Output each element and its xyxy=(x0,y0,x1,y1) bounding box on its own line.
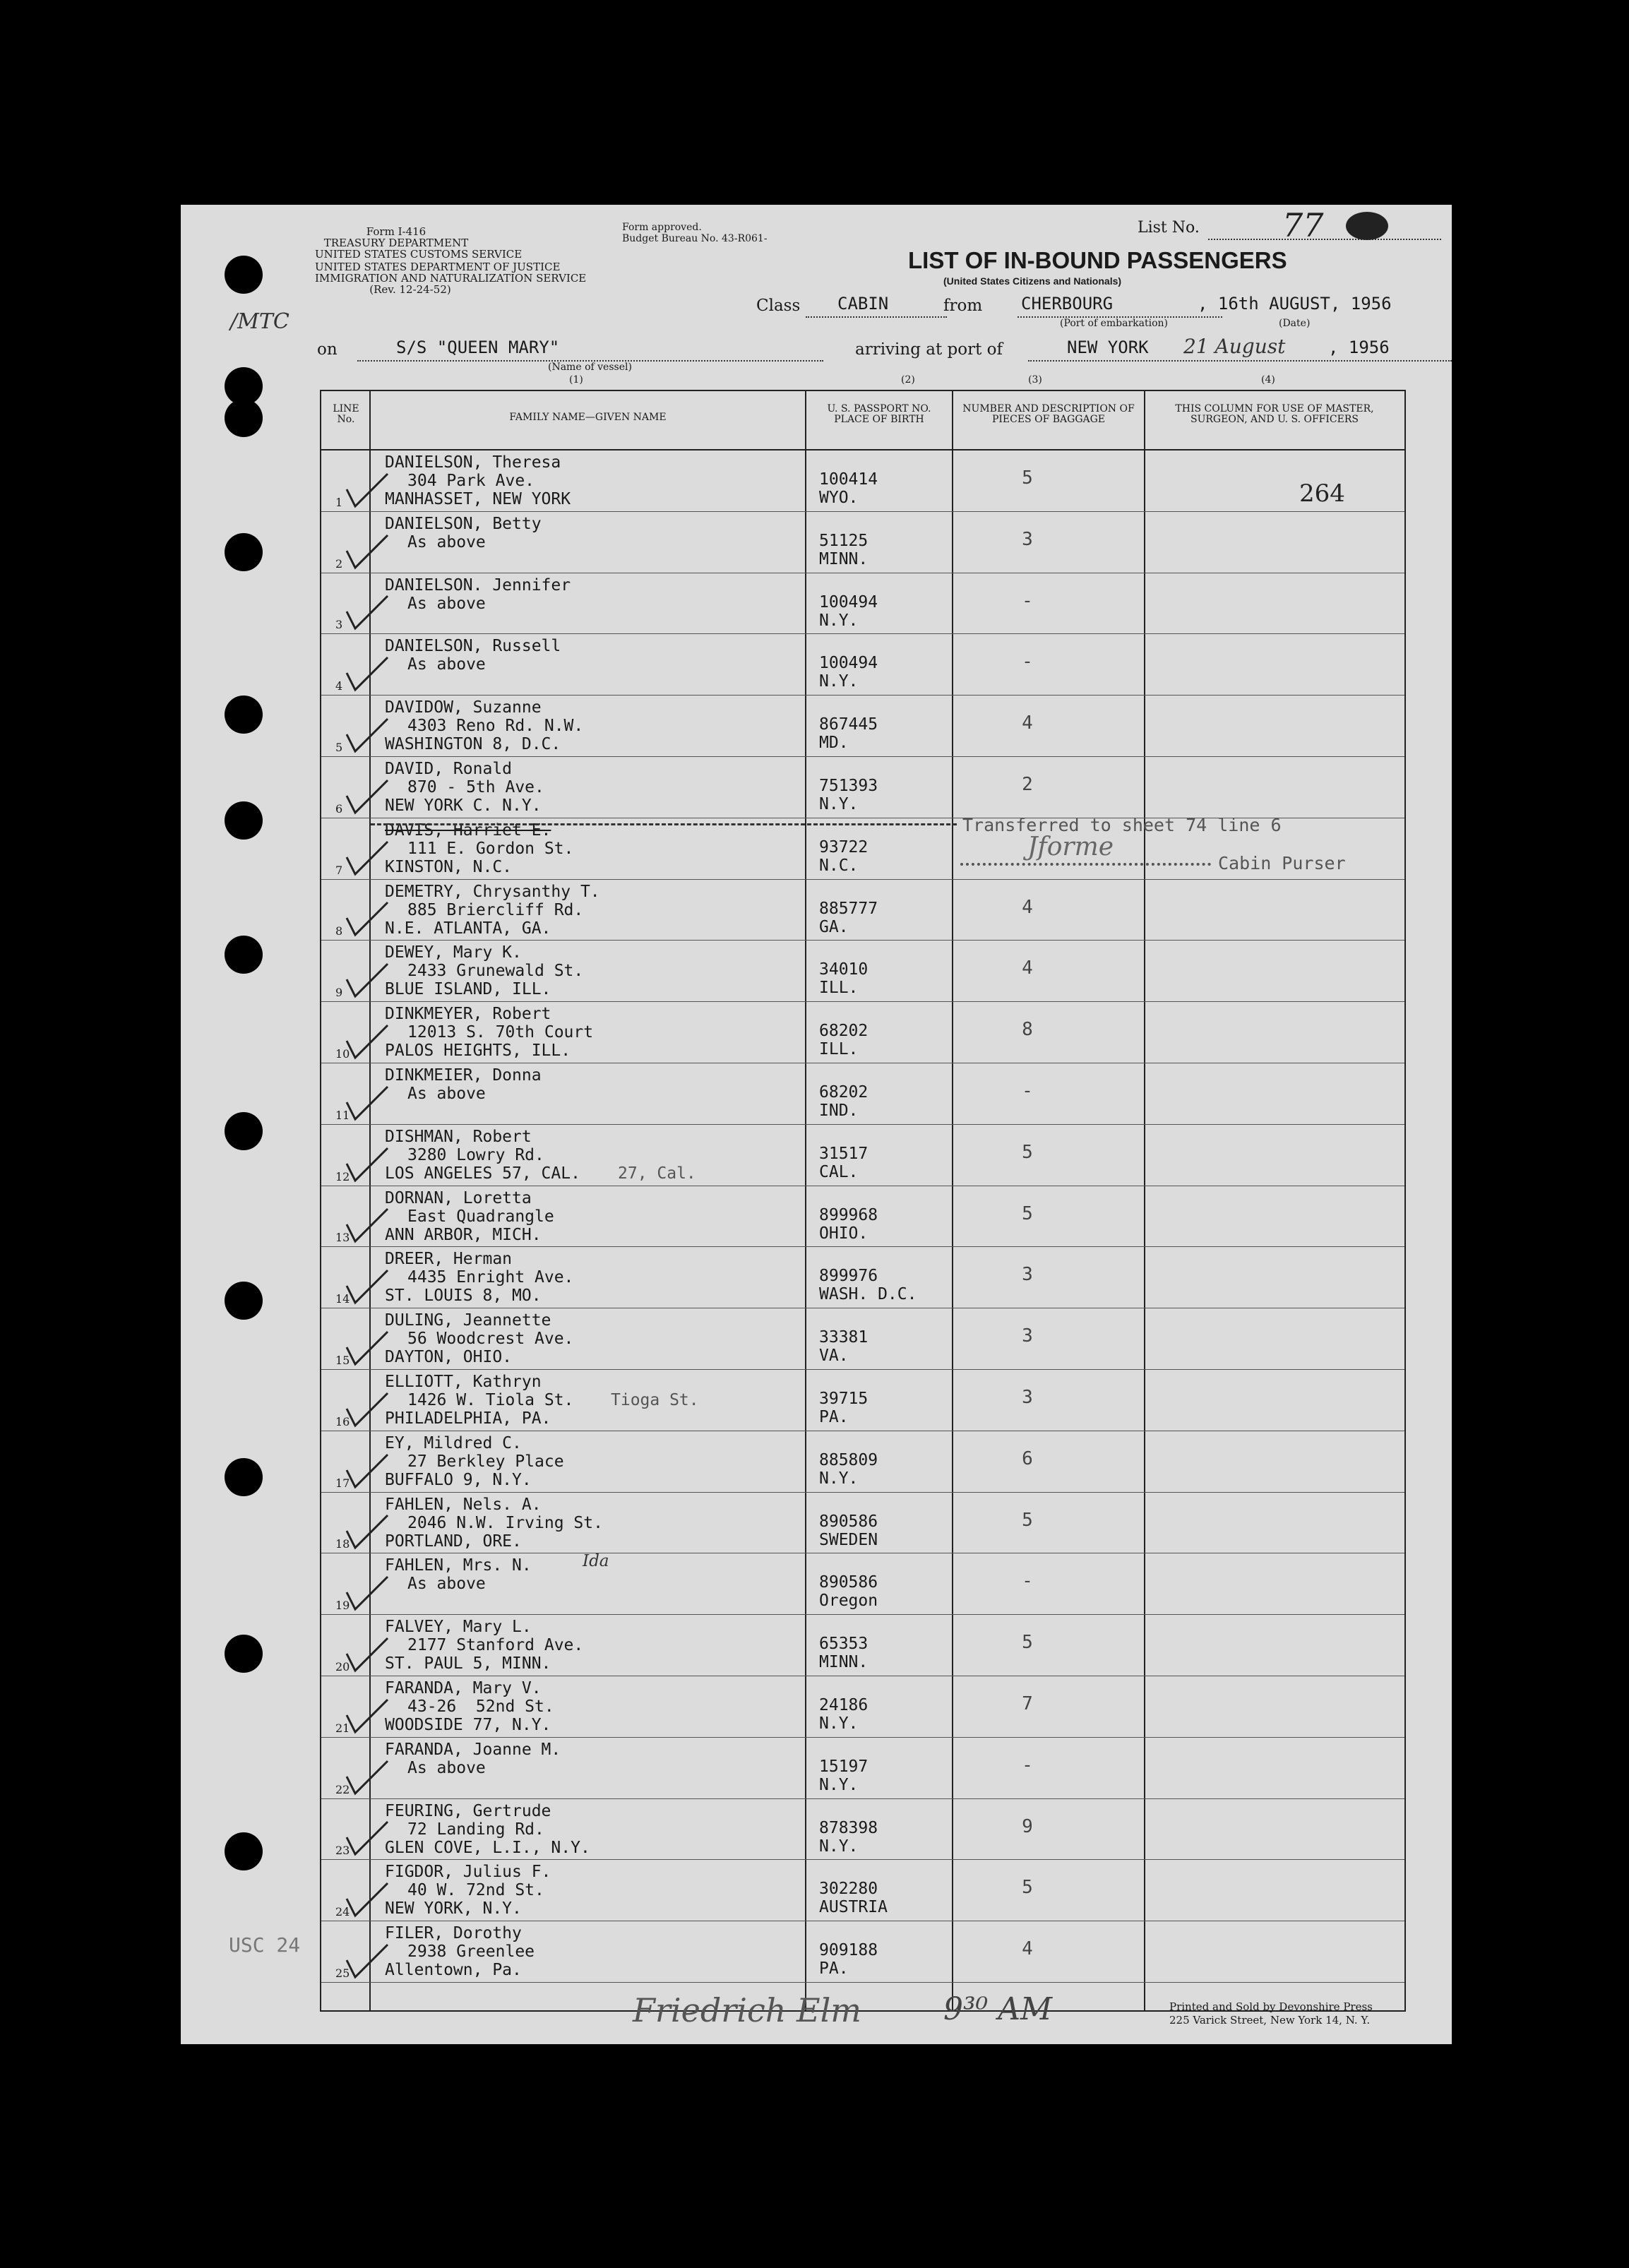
line-number: 18 xyxy=(335,1537,350,1551)
table-row xyxy=(321,1799,1404,1861)
baggage-pieces: 3 xyxy=(1022,1325,1033,1347)
baggage-pieces: 5 xyxy=(1022,467,1033,489)
name-correction: Ida xyxy=(583,1552,609,1571)
place-of-birth: SWEDEN xyxy=(819,1530,878,1549)
baggage-pieces: - xyxy=(1022,651,1033,673)
punch-hole xyxy=(225,696,263,734)
table-row xyxy=(321,696,1404,757)
col2-number: (2) xyxy=(901,374,915,386)
line-number: 19 xyxy=(335,1599,350,1613)
passenger-name: DISHMAN, Robert xyxy=(385,1127,532,1146)
col4-number: (4) xyxy=(1261,374,1275,386)
purser-signature: Jforme xyxy=(1027,832,1114,861)
line-number: 25 xyxy=(335,1966,350,1980)
col-header-officers: THIS COLUMN FOR USE OF MASTER, SURGEON, AND U. S. OFFICERS xyxy=(1175,403,1374,425)
arrival-year: , 1956 xyxy=(1328,338,1390,357)
place-of-birth: N.Y. xyxy=(819,795,859,813)
baggage-pieces: 5 xyxy=(1022,1632,1033,1654)
table-row xyxy=(321,1186,1404,1248)
punch-hole xyxy=(225,1282,263,1320)
passenger-name: FILER, Dorothy xyxy=(385,1924,522,1943)
passenger-name: DAVIS, Harriet E. xyxy=(385,820,551,840)
vessel-value: S/S "QUEEN MARY" xyxy=(396,338,560,357)
place-of-birth: PA. xyxy=(819,1959,849,1978)
col-header-line-no: LINE No. xyxy=(333,403,359,425)
passport-number: 751393 xyxy=(819,777,878,795)
address-line-2: BLUE ISLAND, ILL. xyxy=(385,980,551,999)
place-of-birth: N.C. xyxy=(819,856,859,875)
address-line-2: MANHASSET, NEW YORK xyxy=(385,490,571,508)
address-line-2: PORTLAND, ORE. xyxy=(385,1532,522,1551)
passenger-name: EY, Mildred C. xyxy=(385,1433,522,1452)
table-row xyxy=(321,1860,1404,1921)
col-header-name: FAMILY NAME—GIVEN NAME xyxy=(509,412,667,423)
from-label: from xyxy=(943,297,983,315)
address-line-1: 40 W. 72nd St. xyxy=(407,1881,544,1900)
table-row xyxy=(321,1431,1404,1493)
baggage-pieces: 4 xyxy=(1022,712,1033,734)
class-value: CABIN xyxy=(837,294,889,314)
address-line-1: 43-26 52nd St. xyxy=(407,1697,554,1716)
address-line-1: 1426 W. Tiola St. xyxy=(407,1391,574,1409)
passenger-name: FARANDA, Joanne M. xyxy=(385,1740,561,1759)
punch-hole xyxy=(225,533,263,571)
line-number: 1 xyxy=(335,495,343,509)
list-no-value: 77 xyxy=(1282,206,1324,244)
place-of-birth: ILL. xyxy=(819,979,859,998)
address-line-1: As above xyxy=(407,532,486,551)
place-of-birth: N.Y. xyxy=(819,1714,859,1733)
address-line-2: N.E. ATLANTA, GA. xyxy=(385,919,551,938)
table-row xyxy=(321,1493,1404,1554)
passport-number: 878398 xyxy=(819,1818,878,1837)
address-line-2: PALOS HEIGHTS, ILL. xyxy=(385,1042,571,1061)
address-line-1: 870 - 5th Ave. xyxy=(407,778,544,796)
place-of-birth: N.Y. xyxy=(819,1469,859,1488)
on-label: on xyxy=(317,340,338,359)
officer-note: 264 xyxy=(1299,479,1345,508)
place-of-birth: CAL. xyxy=(819,1162,859,1181)
ink-smudge xyxy=(1346,212,1388,240)
passenger-name: FAHLEN, Mrs. N. xyxy=(385,1556,532,1575)
address-line-1: As above xyxy=(407,1085,486,1103)
line-number: 16 xyxy=(335,1414,350,1428)
address-line-2: ST. PAUL 5, MINN. xyxy=(385,1654,551,1673)
place-of-birth: MINN. xyxy=(819,549,869,568)
address-line-1: 2433 Grunewald St. xyxy=(407,962,584,981)
baggage-pieces: 7 xyxy=(1022,1693,1033,1714)
line-number: 11 xyxy=(335,1108,350,1122)
place-of-birth: MINN. xyxy=(819,1653,869,1672)
punch-hole xyxy=(225,1635,263,1673)
baggage-pieces: 8 xyxy=(1022,1019,1033,1041)
baggage-pieces: 4 xyxy=(1022,1938,1033,1960)
printer-line-2: 225 Varick Street, New York 14, N. Y. xyxy=(1169,2014,1371,2027)
punch-hole xyxy=(225,936,263,974)
passenger-name: ELLIOTT, Kathryn xyxy=(385,1373,542,1391)
table-row xyxy=(321,1370,1404,1431)
place-of-birth: AUSTRIA xyxy=(819,1898,888,1917)
passenger-name: DULING, Jeannette xyxy=(385,1311,551,1330)
row-divider xyxy=(321,1982,1404,1983)
line-number: 21 xyxy=(335,1721,350,1735)
table-row xyxy=(321,1921,1404,1983)
address-line-1: 885 Briercliff Rd. xyxy=(407,900,584,919)
table-row xyxy=(321,757,1404,818)
passenger-name: FAHLEN, Nels. A. xyxy=(385,1495,542,1514)
table-row xyxy=(321,1002,1404,1063)
address-line-1: 2046 N.W. Irving St. xyxy=(407,1513,603,1532)
printer-line-1: Printed and Sold by Devonshire Press xyxy=(1169,2000,1373,2013)
line-number: 10 xyxy=(335,1046,350,1061)
address-line-2: NEW YORK C. N.Y. xyxy=(385,796,542,815)
address-line-2: GLEN COVE, L.I., N.Y. xyxy=(385,1838,590,1857)
form-approved-block: Form approved. Budget Bureau No. 43-R061- xyxy=(622,222,768,244)
passport-number: 100414 xyxy=(819,470,878,489)
baggage-pieces: 5 xyxy=(1022,1509,1033,1531)
address-line-1: 304 Park Ave. xyxy=(407,472,535,490)
address-line-1: East Quadrangle xyxy=(407,1207,554,1226)
address-line-2: DAYTON, OHIO. xyxy=(385,1348,513,1367)
passport-number: 890586 xyxy=(819,1512,878,1531)
line-number: 24 xyxy=(335,1905,350,1919)
baggage-pieces: 2 xyxy=(1022,774,1033,795)
address-line-2: ST. LOUIS 8, MO. xyxy=(385,1287,542,1306)
passport-number: 100494 xyxy=(819,592,878,611)
passenger-name: DANIELSON. Jennifer xyxy=(385,575,571,595)
address-line-1: 2177 Stanford Ave. xyxy=(407,1636,584,1655)
line-number: 9 xyxy=(335,986,343,1000)
address-line-2: PHILADELPHIA, PA. xyxy=(385,1409,551,1428)
line-number: 13 xyxy=(335,1231,350,1245)
baggage-pieces: 5 xyxy=(1022,1877,1033,1899)
passport-number: 899976 xyxy=(819,1267,878,1286)
address-line-2: ANN ARBOR, MICH. xyxy=(385,1225,542,1244)
address-line-1: 27 Berkley Place xyxy=(407,1452,564,1471)
line-number: 4 xyxy=(335,679,343,693)
place-of-birth: N.Y. xyxy=(819,1775,859,1794)
col-header-baggage: NUMBER AND DESCRIPTION OF PIECES OF BAGGAGE xyxy=(962,403,1135,425)
passenger-name: DAVID, Ronald xyxy=(385,760,513,778)
address-line-1: 4303 Reno Rd. N.W. xyxy=(407,717,584,736)
table-row xyxy=(321,1063,1404,1125)
passenger-name: FIGDOR, Julius F. xyxy=(385,1863,551,1882)
address-line-1: 3280 Lowry Rd. xyxy=(407,1145,544,1164)
baggage-pieces: - xyxy=(1022,1754,1033,1776)
list-no-field xyxy=(1208,213,1441,240)
table-row xyxy=(321,1308,1404,1370)
justice-block: UNITED STATES DEPARTMENT OF JUSTICE IMMIGRATION AND NATURALIZATION SERVICE (Rev. 12-24-52) xyxy=(315,261,587,296)
passport-number: 51125 xyxy=(819,531,869,550)
table-row xyxy=(321,1615,1404,1676)
passenger-name: DEWEY, Mary K. xyxy=(385,943,522,962)
punch-hole xyxy=(225,1832,263,1870)
vessel-caption: (Name of vessel) xyxy=(548,362,632,373)
place-of-birth: ILL. xyxy=(819,1040,859,1059)
passport-number: 302280 xyxy=(819,1880,878,1899)
check-mark-icon xyxy=(342,1755,392,1798)
passport-number: 31517 xyxy=(819,1144,869,1163)
check-mark-icon xyxy=(342,1081,392,1123)
address-line-2: WOODSIDE 77, N.Y. xyxy=(385,1716,551,1734)
table-row xyxy=(321,1553,1404,1615)
margin-note: /MTC xyxy=(230,309,290,334)
passport-number: 885777 xyxy=(819,899,878,918)
arrival-port: NEW YORK xyxy=(1067,338,1149,357)
passport-number: 93722 xyxy=(819,837,869,857)
address-line-1: 2938 Greenlee xyxy=(407,1942,535,1962)
line-number: 15 xyxy=(335,1353,350,1367)
col-header-passport: U. S. PASSPORT NO. PLACE OF BIRTH xyxy=(827,403,931,425)
line-number: 17 xyxy=(335,1476,350,1490)
col1-number: (1) xyxy=(569,374,583,386)
passenger-name: DANIELSON, Betty xyxy=(385,514,542,533)
place-of-birth: IND. xyxy=(819,1102,859,1120)
passenger-table xyxy=(320,390,1406,2012)
passport-number: 39715 xyxy=(819,1390,869,1408)
baggage-pieces: 3 xyxy=(1022,528,1033,550)
table-row xyxy=(321,634,1404,696)
place-of-birth: PA. xyxy=(819,1408,849,1426)
footer-signature: Friedrich Elm xyxy=(633,1991,861,2029)
baggage-pieces: 3 xyxy=(1022,1387,1033,1408)
punch-hole xyxy=(225,1458,263,1496)
address-line-2: BUFFALO 9, N.Y. xyxy=(385,1470,532,1489)
line-number: 14 xyxy=(335,1292,350,1306)
passport-number: 890586 xyxy=(819,1573,878,1592)
address-line-1: As above xyxy=(407,1575,486,1594)
list-no-label: List No. xyxy=(1138,219,1200,237)
place-of-birth: WYO. xyxy=(819,489,859,507)
strike-dash-line xyxy=(371,823,957,825)
form-title: LIST OF IN-BOUND PASSENGERS xyxy=(908,247,1287,273)
address-line-2: Allentown, Pa. xyxy=(385,1961,522,1980)
place-of-birth: OHIO. xyxy=(819,1224,869,1243)
footer-time: 9³⁰ AM xyxy=(943,1991,1053,2027)
address-line-1: 4435 Enright Ave. xyxy=(407,1268,574,1287)
from-value: CHERBOURG xyxy=(1021,294,1114,314)
arrival-date: 21 August xyxy=(1183,335,1286,358)
passenger-name: DORNAN, Loretta xyxy=(385,1188,532,1207)
baggage-pieces: 6 xyxy=(1022,1448,1033,1469)
col3-number: (3) xyxy=(1028,374,1042,386)
punch-hole xyxy=(225,1112,263,1150)
transfer-dots xyxy=(960,863,1211,866)
line-number: 22 xyxy=(335,1782,350,1796)
passenger-name: FALVEY, Mary L. xyxy=(385,1618,532,1637)
passenger-name: DREER, Herman xyxy=(385,1250,513,1269)
transfer-note-line1: Transferred to sheet 74 line 6 xyxy=(962,815,1282,835)
passport-number: 68202 xyxy=(819,1083,869,1102)
passport-number: 885809 xyxy=(819,1450,878,1469)
class-label: Class xyxy=(756,297,801,315)
check-mark-icon xyxy=(342,530,392,572)
line-number: 23 xyxy=(335,1844,350,1858)
check-mark-icon xyxy=(342,652,392,694)
passport-number: 15197 xyxy=(819,1757,869,1776)
passport-number: 909188 xyxy=(819,1941,878,1960)
date-value: , 16th AUGUST, 1956 xyxy=(1198,294,1392,314)
table-row xyxy=(321,941,1404,1002)
passport-number: 100494 xyxy=(819,654,878,673)
baggage-pieces: 3 xyxy=(1022,1264,1033,1286)
passenger-name: FEURING, Gertrude xyxy=(385,1801,551,1820)
place-of-birth: GA. xyxy=(819,917,849,936)
baggage-pieces: 5 xyxy=(1022,1141,1033,1163)
check-mark-icon xyxy=(342,590,392,633)
port-embark-caption: (Port of embarkation) xyxy=(1060,318,1168,329)
baggage-pieces: - xyxy=(1022,590,1033,611)
passenger-name: DEMETRY, Chrysanthy T. xyxy=(385,882,600,901)
baggage-pieces: 4 xyxy=(1022,896,1033,918)
form-id-block: Form I-416 TREASURY DEPARTMENT UNITED STATES CUSTOMS SERVICE xyxy=(315,225,523,261)
table-row xyxy=(321,1247,1404,1308)
address-line-1: As above xyxy=(407,655,486,674)
place-of-birth: N.Y. xyxy=(819,672,859,691)
date-caption: (Date) xyxy=(1279,318,1311,329)
place-of-birth: MD. xyxy=(819,734,849,753)
address-line-2: NEW YORK, N.Y. xyxy=(385,1899,522,1918)
passport-number: 33381 xyxy=(819,1328,869,1347)
table-row xyxy=(321,1738,1404,1799)
line-number: 5 xyxy=(335,740,343,754)
address-line-2: KINSTON, N.C. xyxy=(385,857,513,876)
check-mark-icon xyxy=(342,1571,392,1613)
table-row xyxy=(321,450,1404,512)
address-line-1: 56 Woodcrest Ave. xyxy=(407,1330,574,1349)
line-number: 20 xyxy=(335,1659,350,1673)
address-line-1: 72 Landing Rd. xyxy=(407,1820,544,1839)
table-row xyxy=(321,1125,1404,1186)
punch-hole xyxy=(225,801,263,840)
line-number: 12 xyxy=(335,1169,350,1183)
baggage-pieces: - xyxy=(1022,1080,1033,1102)
address-line-1: As above xyxy=(407,594,486,613)
address-correction: 27, Cal. xyxy=(618,1164,696,1183)
table-row xyxy=(321,1676,1404,1738)
passport-number: 24186 xyxy=(819,1696,869,1714)
side-stamp: USC 24 xyxy=(229,1933,301,1957)
line-number: 7 xyxy=(335,863,343,877)
passport-number: 65353 xyxy=(819,1635,869,1654)
form-sheet xyxy=(181,205,1452,2044)
passenger-name: DAVIDOW, Suzanne xyxy=(385,698,542,717)
transfer-note-line2: Cabin Purser xyxy=(1218,853,1346,873)
passport-number: 867445 xyxy=(819,715,878,734)
address-line-1: 111 E. Gordon St. xyxy=(407,839,574,858)
baggage-pieces: 4 xyxy=(1022,957,1033,979)
passport-number: 68202 xyxy=(819,1022,869,1041)
place-of-birth: VA. xyxy=(819,1347,849,1366)
baggage-pieces: 5 xyxy=(1022,1202,1033,1224)
passenger-name: DANIELSON, Russell xyxy=(385,637,561,656)
table-row xyxy=(321,512,1404,573)
address-line-1: 12013 S. 70th Court xyxy=(407,1023,594,1042)
passport-number: 899968 xyxy=(819,1205,878,1224)
place-of-birth: Oregon xyxy=(819,1592,878,1611)
address-line-1: As above xyxy=(407,1758,486,1777)
place-of-birth: WASH. D.C. xyxy=(819,1285,917,1304)
line-number: 3 xyxy=(335,618,343,632)
place-of-birth: N.Y. xyxy=(819,611,859,630)
address-correction: Tioga St. xyxy=(611,1391,699,1409)
baggage-pieces: - xyxy=(1022,1570,1033,1592)
line-number: 6 xyxy=(335,801,343,816)
line-number: 8 xyxy=(335,924,343,938)
passenger-name: DINKMEIER, Donna xyxy=(385,1066,542,1085)
passport-number: 34010 xyxy=(819,960,869,979)
line-number: 2 xyxy=(335,556,343,571)
passenger-name: FARANDA, Mary V. xyxy=(385,1679,542,1697)
form-subtitle: (United States Citizens and Nationals) xyxy=(943,275,1122,287)
arriving-label: arriving at port of xyxy=(855,340,1003,359)
place-of-birth: N.Y. xyxy=(819,1837,859,1856)
baggage-pieces: 9 xyxy=(1022,1815,1033,1837)
punch-hole xyxy=(225,399,263,437)
address-line-2: LOS ANGELES 57, CAL. xyxy=(385,1164,580,1183)
passenger-name: DANIELSON, Theresa xyxy=(385,453,561,472)
address-line-2: WASHINGTON 8, D.C. xyxy=(385,735,561,754)
punch-hole xyxy=(225,256,263,294)
passenger-name: DINKMEYER, Robert xyxy=(385,1005,551,1024)
table-row xyxy=(321,880,1404,941)
table-row xyxy=(321,573,1404,635)
